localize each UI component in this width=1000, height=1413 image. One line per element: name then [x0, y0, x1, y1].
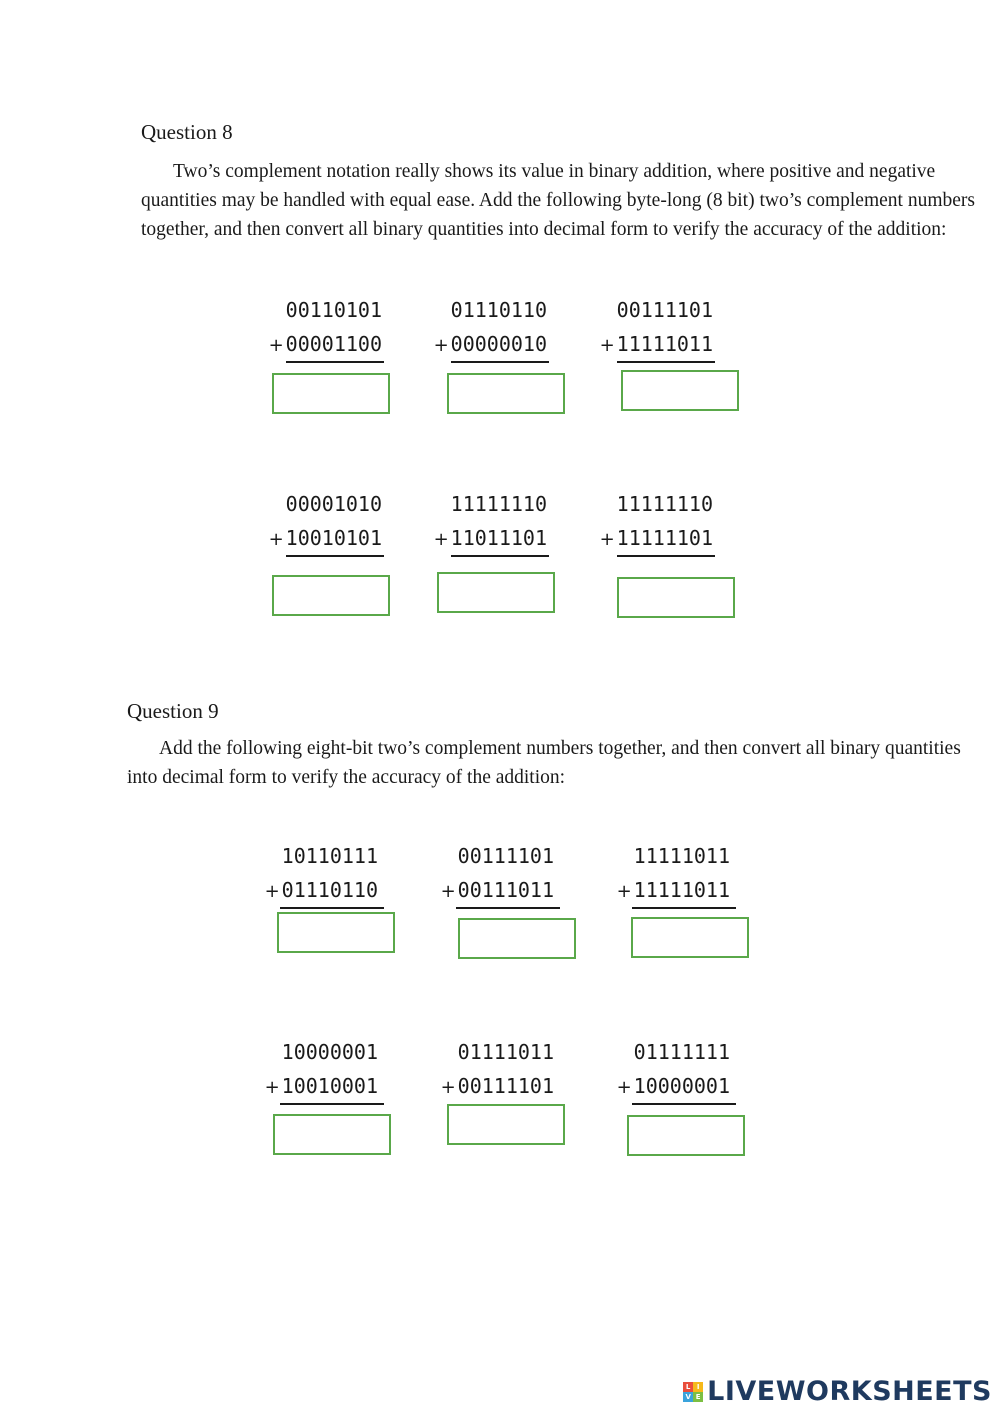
q9-problem-2 [422, 844, 562, 984]
plus-sign: + [599, 529, 615, 550]
plus-sign: + [268, 335, 284, 356]
q9-p5-bottom-operand: + 00111101 [440, 1074, 554, 1098]
q8-p3-answer-input[interactable] [621, 370, 739, 411]
plus-sign: + [268, 529, 284, 550]
q9-p6-bottom-operand: + 10000001 [616, 1074, 730, 1098]
question-8-line-1: Two’s complement notation really shows its value in binary addition, where positive and negative [173, 161, 936, 182]
q8-problem-3 [581, 298, 721, 438]
q9-p6-answer-input[interactable] [627, 1115, 745, 1156]
q9-p2-answer-input[interactable] [458, 918, 576, 959]
q8-p4-answer-input[interactable] [272, 575, 390, 616]
logo-tile: E [693, 1392, 703, 1402]
plus-sign: + [433, 335, 449, 356]
q8-p4-top-operand: 00001010 [285, 492, 382, 516]
logo-tile: V [683, 1392, 693, 1402]
q9-p3-answer-input[interactable] [631, 917, 749, 958]
q9-problem-6 [598, 1040, 738, 1180]
q8-p6-answer-input[interactable] [617, 577, 735, 618]
question-9-line-2: into decimal form to verify the accuracy of the addition: [127, 767, 566, 788]
q9-p6-top-operand: 01111111 [633, 1040, 730, 1064]
q8-p6-bottom-operand: + 11111101 [599, 526, 713, 550]
sum-rule [280, 1103, 384, 1105]
q9-p1-answer-input[interactable] [277, 912, 395, 953]
q9-p5-answer-input[interactable] [447, 1104, 565, 1145]
sum-rule [617, 555, 715, 557]
plus-sign: + [440, 881, 456, 902]
q9-p1-top-operand: 10110111 [281, 844, 378, 868]
question-9-title: Question 9 [127, 699, 219, 723]
plus-sign: + [433, 529, 449, 550]
q8-problem-2 [415, 298, 555, 438]
q9-problem-4 [246, 1040, 386, 1180]
plus-sign: + [616, 881, 632, 902]
q9-p3-bottom-operand: + 11111011 [616, 878, 730, 902]
q8-p2-top-operand: 01110110 [450, 298, 547, 322]
q8-p3-bottom-operand: + 11111011 [599, 332, 713, 356]
question-9-text [127, 734, 961, 792]
q8-problem-1 [250, 298, 390, 438]
sum-rule [451, 361, 549, 363]
q8-p1-top-operand: 00110101 [285, 298, 382, 322]
question-8-title: Question 8 [141, 120, 233, 144]
q9-p4-bottom-operand: + 10010001 [264, 1074, 378, 1098]
q9-p1-bottom-operand: + 01110110 [264, 878, 378, 902]
q8-p1-answer-input[interactable] [272, 373, 390, 414]
sum-rule [280, 907, 384, 909]
sum-rule [456, 907, 560, 909]
sum-rule [617, 361, 715, 363]
sum-rule [632, 1103, 736, 1105]
liveworksheets-logo-icon [683, 1382, 703, 1402]
q9-p4-top-operand: 10000001 [281, 1040, 378, 1064]
q9-p2-bottom-operand: + 00111011 [440, 878, 554, 902]
q9-p3-top-operand: 11111011 [633, 844, 730, 868]
q8-p2-bottom-operand: + 00000010 [433, 332, 547, 356]
question-8-line-2: quantities may be handled with equal ease. Add the following byte-long (8 bit) two’s complement numbers [141, 190, 975, 211]
logo-tile: L [683, 1382, 693, 1392]
q9-p4-answer-input[interactable] [273, 1114, 391, 1155]
q8-p5-answer-input[interactable] [437, 572, 555, 613]
plus-sign: + [440, 1077, 456, 1098]
q9-p2-top-operand: 00111101 [457, 844, 554, 868]
q8-p6-top-operand: 11111110 [616, 492, 713, 516]
plus-sign: + [616, 1077, 632, 1098]
sum-rule [286, 361, 384, 363]
liveworksheets-wordmark: LIVEWORKSHEETS [707, 1376, 992, 1407]
question-8-line-3: together, and then convert all binary quantities into decimal form to verify the accuracy of the addition: [141, 219, 947, 240]
sum-rule [632, 907, 736, 909]
logo-tile: I [693, 1382, 703, 1392]
q8-p5-bottom-operand: + 11011101 [433, 526, 547, 550]
q8-p4-bottom-operand: + 10010101 [268, 526, 382, 550]
question-8-text [141, 157, 975, 244]
plus-sign: + [264, 1077, 280, 1098]
question-9-line-1: Add the following eight-bit two’s complement numbers together, and then convert all binary quantities [159, 738, 961, 759]
sum-rule [451, 555, 549, 557]
plus-sign: + [264, 881, 280, 902]
q8-p2-answer-input[interactable] [447, 373, 565, 414]
q8-p1-bottom-operand: + 00001100 [268, 332, 382, 356]
q8-p3-top-operand: 00111101 [616, 298, 713, 322]
q9-p5-top-operand: 01111011 [457, 1040, 554, 1064]
sum-rule [286, 555, 384, 557]
plus-sign: + [599, 335, 615, 356]
liveworksheets-logo [683, 1376, 992, 1407]
q9-problem-3 [598, 844, 738, 984]
q8-p5-top-operand: 11111110 [450, 492, 547, 516]
